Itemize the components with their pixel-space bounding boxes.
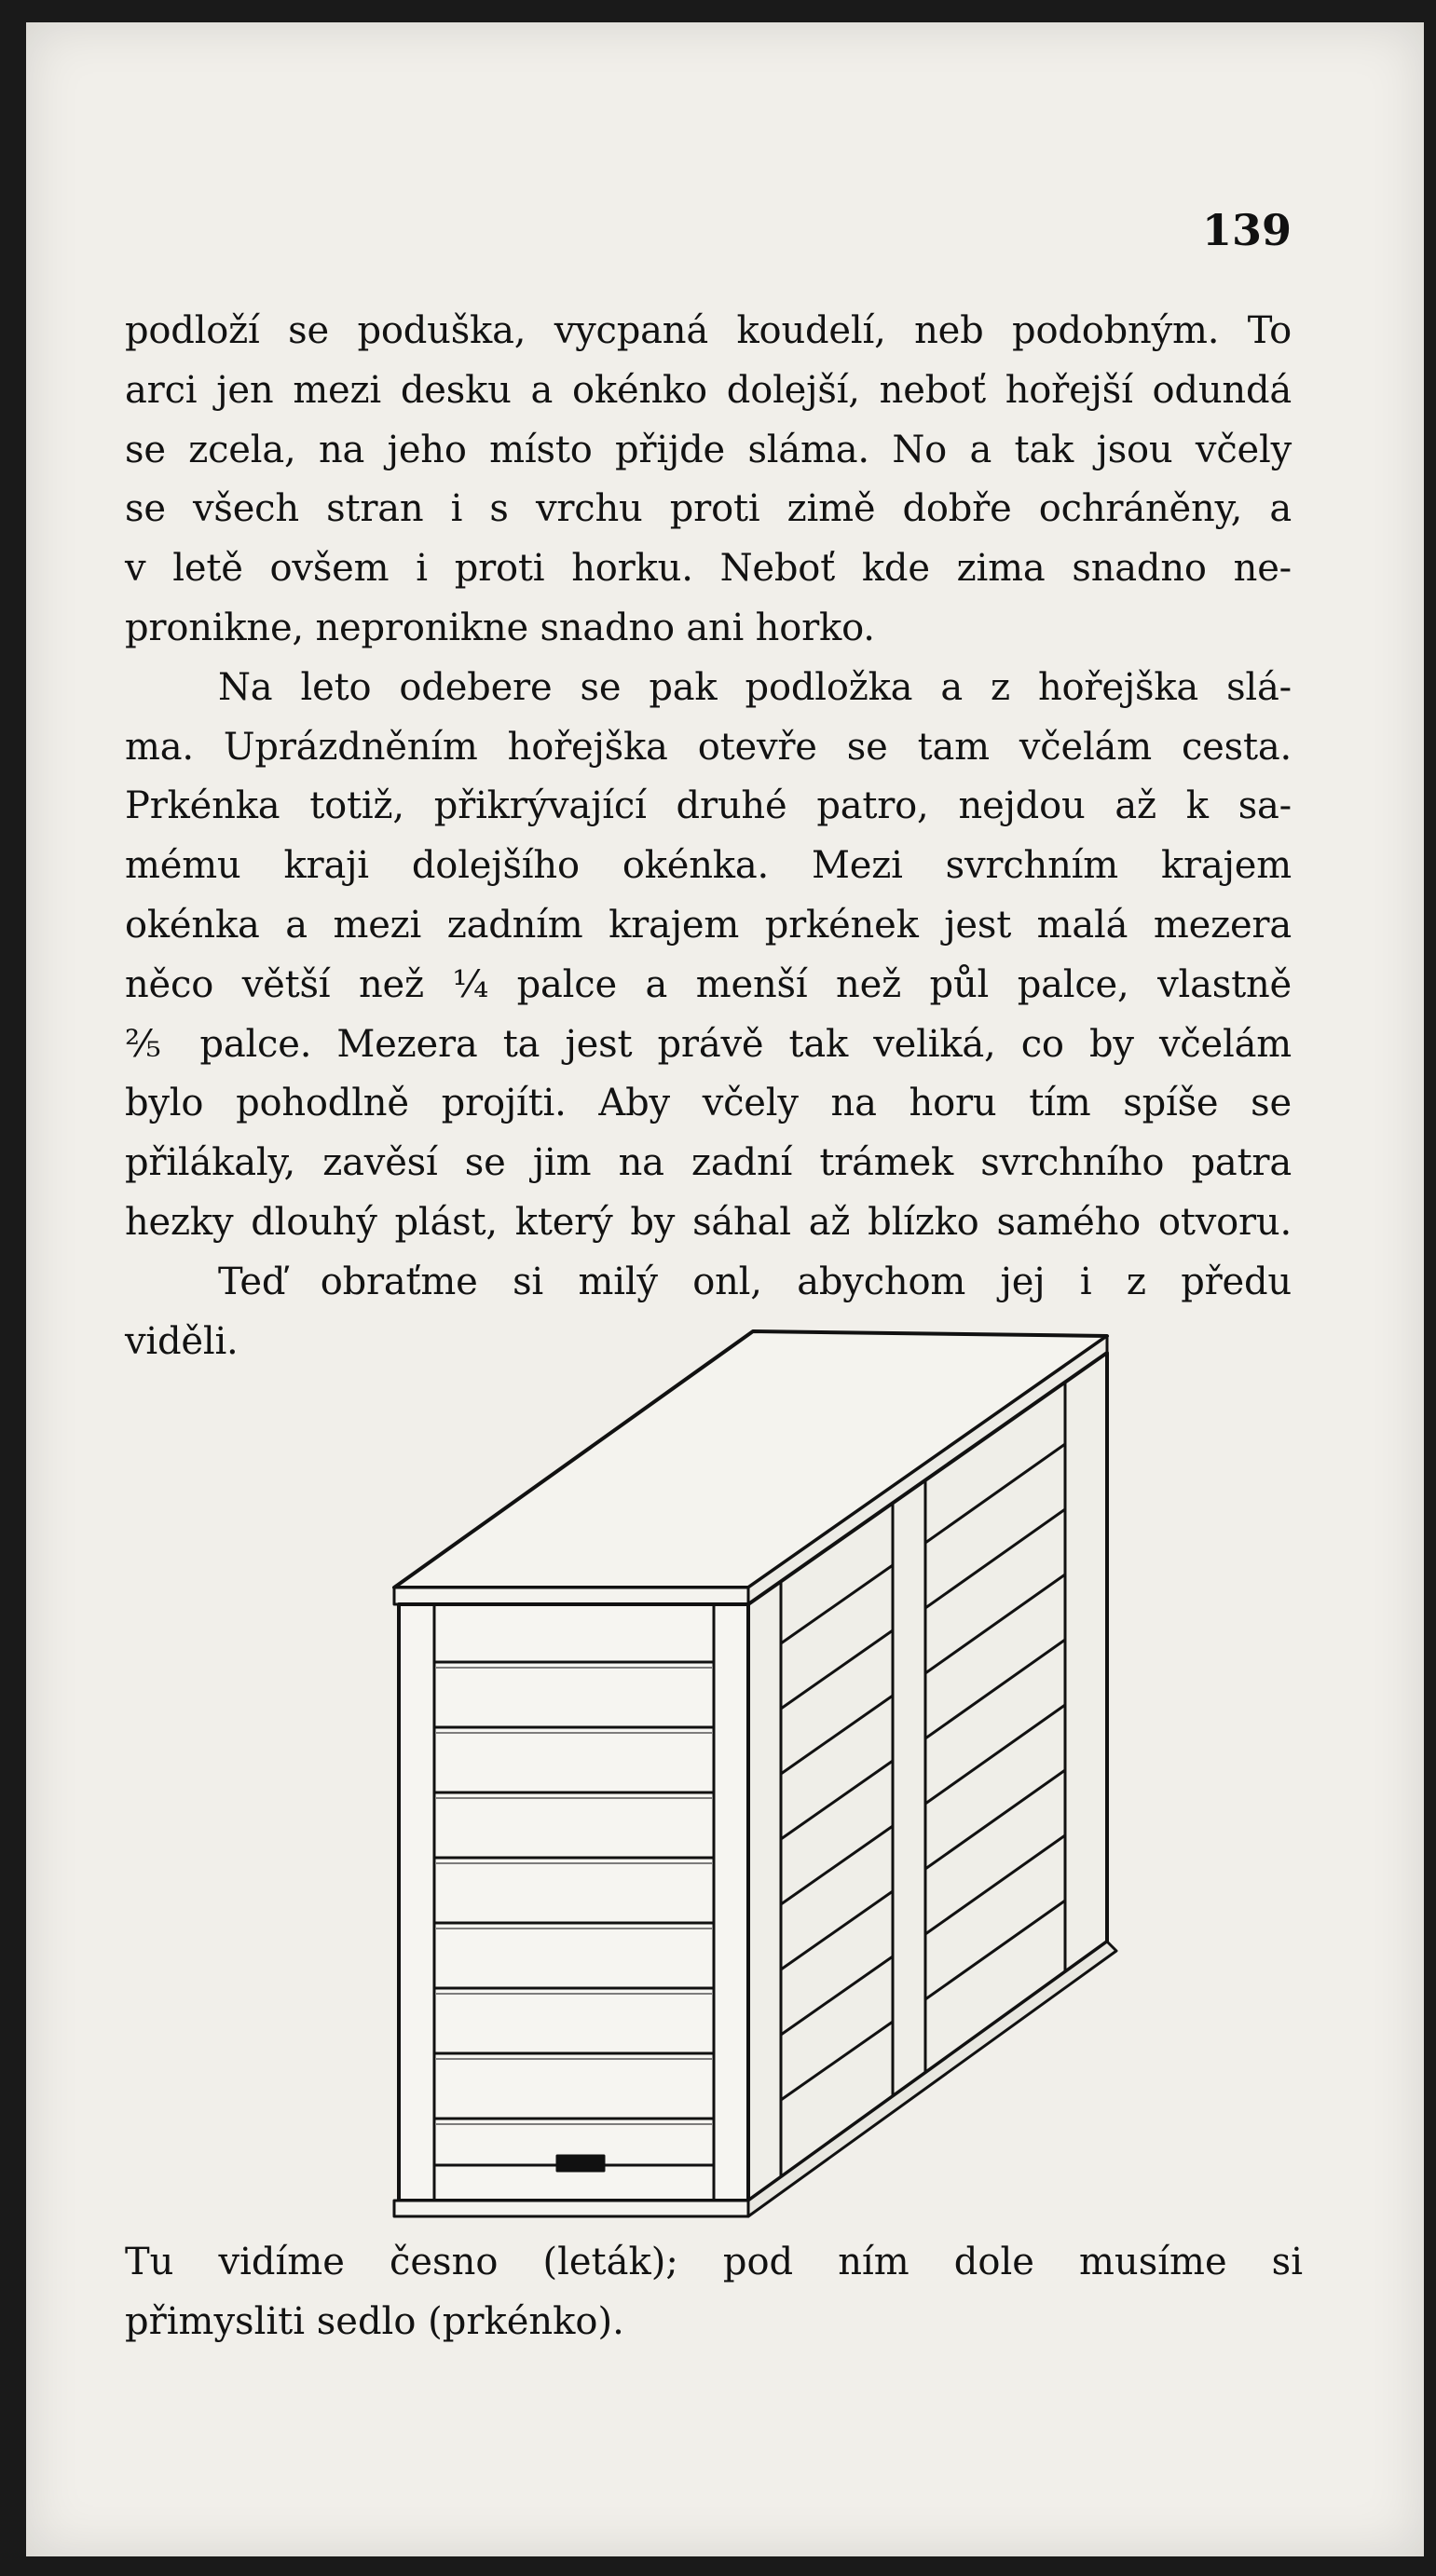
text-line: arci jen mezi desku a okénko dolejší, neboť hořejší odundá	[125, 368, 1292, 412]
text-line: okénka a mezi zadním krajem prkének jest malá mezera	[125, 903, 1292, 947]
text-line: Prkénka totiž, přikrývající druhé patro, nejdou až k sa-	[125, 784, 1292, 828]
text-line: Teď obraťme si milý onl, abychom jej i z předu	[218, 1260, 1292, 1303]
hive-front-face	[399, 1604, 748, 2201]
text-line: bylo pohodlně projíti. Aby včely na horu tím spíše se	[125, 1082, 1292, 1125]
caption-line: přimysliti sedlo (prkénko).	[125, 2300, 624, 2343]
text-line: ⅖ palce. Mezera ta jest právě tak veliká, co by včelám	[125, 1022, 1292, 1066]
hive-entrance	[557, 2156, 604, 2171]
text-line: hezky dlouhý plást, který by sáhal až blízko samého otvoru.	[125, 1200, 1292, 1244]
text-line: se všech stran i s vrchu proti zimě dobře ochráněny, a	[125, 487, 1292, 531]
body-text	[125, 302, 1292, 1371]
beehive-illustration	[371, 1308, 1135, 2221]
book-page	[26, 22, 1424, 2556]
text-line: viděli.	[125, 1319, 239, 1363]
page-number: 139	[1202, 205, 1292, 255]
figure-caption	[125, 2232, 1303, 2351]
text-line: se zcela, na jeho místo přijde sláma. No a tak jsou včely	[125, 428, 1292, 471]
text-line: v letě ovšem i proti horku. Neboť kde zima snadno ne-	[125, 547, 1292, 591]
hive-base	[394, 2201, 748, 2216]
text-line: Na leto odebere se pak podložka a z hořejška slá-	[218, 665, 1292, 709]
text-line: něco větší než ¼ palce a menší než půl palce, vlastně	[125, 962, 1292, 1006]
text-line: přilákaly, zavěsí se jim na zadní trámek svrchního patra	[125, 1141, 1292, 1185]
text-line: mému kraji dolejšího okénka. Mezi svrchním krajem	[125, 844, 1292, 888]
caption-line: Tu vidíme česno (leták); pod ním dole musíme si	[125, 2241, 1303, 2283]
text-line: podloží se poduška, vycpaná koudelí, neb podobným. To	[125, 309, 1292, 352]
text-line: ma. Uprázdněním hořejška otevře se tam včelám cesta.	[125, 725, 1292, 769]
text-line: pronikne, nepronikne snadno ani horko.	[125, 606, 875, 649]
